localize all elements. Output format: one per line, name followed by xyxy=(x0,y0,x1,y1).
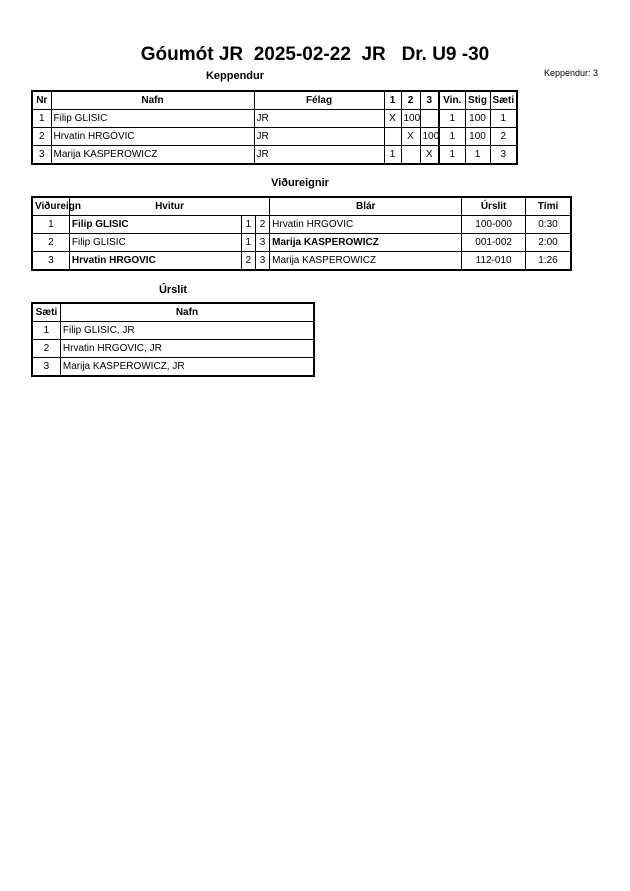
cell-vidureign: 1 xyxy=(32,216,69,234)
cell-urslit: 112-010 xyxy=(462,252,526,271)
cell-round-2: X xyxy=(401,128,420,146)
col-round-3: 3 xyxy=(420,91,439,110)
col-timi: Tími xyxy=(525,197,571,216)
cell-hvitur: Filip GLISIC xyxy=(69,234,241,252)
page-title: Góumót JR 2025-02-22 JR Dr. U9 -30 xyxy=(140,44,490,65)
cell-nafn: Marija KASPEROWICZ xyxy=(51,146,254,165)
cell-vin: 1 xyxy=(439,110,465,128)
cell-saeti: 3 xyxy=(490,146,517,165)
cell-timi: 2:00 xyxy=(525,234,571,252)
col-round-2: 2 xyxy=(401,91,420,110)
table-row xyxy=(32,110,517,128)
urslit-table xyxy=(31,302,315,377)
cell-timi: 1:26 xyxy=(525,252,571,271)
col-urslit: Úrslit xyxy=(462,197,526,216)
urslit-section-title: Úrslit xyxy=(158,284,188,296)
cell-hvitur: Hrvatin HRGOVIC xyxy=(69,252,241,271)
cell-stig: 100 xyxy=(465,110,490,128)
cell-urslit: 001-002 xyxy=(462,234,526,252)
cell-blar: Marija KASPEROWICZ xyxy=(270,252,462,271)
cell-saeti: 2 xyxy=(490,128,517,146)
cell-saeti: 1 xyxy=(490,110,517,128)
cell-nr: 2 xyxy=(32,128,51,146)
cell-hvitur-nr: 1 xyxy=(241,216,255,234)
cell-vin: 1 xyxy=(439,128,465,146)
col-nr: Nr xyxy=(32,91,51,110)
urslit-header-row xyxy=(32,303,314,322)
cell-nafn: Marija KASPEROWICZ, JR xyxy=(60,358,314,377)
cell-saeti: 2 xyxy=(32,340,60,358)
cell-nr: 1 xyxy=(32,110,51,128)
competitor-count: Keppendur: 3 xyxy=(543,68,598,78)
vidureignir-section-title: Viðureignir xyxy=(271,177,329,189)
cell-nafn: Hrvatin HRGOVIC, JR xyxy=(60,340,314,358)
keppendur-section-title: Keppendur xyxy=(205,70,265,82)
vidureignir-header-row xyxy=(32,197,571,216)
cell-round-1: 1 xyxy=(384,146,401,165)
cell-blar-nr: 3 xyxy=(255,252,269,271)
cell-round-3 xyxy=(420,110,439,128)
col-vin: Vin. xyxy=(439,91,465,110)
cell-round-2 xyxy=(401,146,420,165)
col-stig: Stig xyxy=(465,91,490,110)
keppendur-table xyxy=(31,90,518,165)
col-nafn: Nafn xyxy=(60,303,314,322)
vidureignir-table xyxy=(31,196,572,271)
cell-round-3: X xyxy=(420,146,439,165)
cell-stig: 1 xyxy=(465,146,490,165)
col-vidureign: Viðureign xyxy=(32,197,69,216)
cell-vidureign: 3 xyxy=(32,252,69,271)
col-hvitur: Hvitur xyxy=(69,197,269,216)
cell-round-2: 100 xyxy=(401,110,420,128)
cell-stig: 100 xyxy=(465,128,490,146)
table-row xyxy=(32,234,571,252)
keppendur-header-row xyxy=(32,91,517,110)
cell-hvitur-nr: 1 xyxy=(241,234,255,252)
cell-vin: 1 xyxy=(439,146,465,165)
cell-felag: JR xyxy=(254,146,384,165)
col-saeti: Sæti xyxy=(490,91,517,110)
cell-vidureign: 2 xyxy=(32,234,69,252)
cell-blar: Hrvatin HRGOVIC xyxy=(270,216,462,234)
cell-blar-nr: 2 xyxy=(255,216,269,234)
table-row xyxy=(32,146,517,165)
table-row xyxy=(32,340,314,358)
cell-felag: JR xyxy=(254,128,384,146)
cell-nafn: Filip GLISIC xyxy=(51,110,254,128)
cell-saeti: 1 xyxy=(32,322,60,340)
cell-blar: Marija KASPEROWICZ xyxy=(270,234,462,252)
cell-round-1 xyxy=(384,128,401,146)
cell-nr: 3 xyxy=(32,146,51,165)
cell-timi: 0:30 xyxy=(525,216,571,234)
col-saeti: Sæti xyxy=(32,303,60,322)
cell-hvitur-nr: 2 xyxy=(241,252,255,271)
cell-nafn: Filip GLISIC, JR xyxy=(60,322,314,340)
col-round-1: 1 xyxy=(384,91,401,110)
cell-nafn: Hrvatin HRGOVIC xyxy=(51,128,254,146)
table-row xyxy=(32,252,571,271)
table-row xyxy=(32,358,314,377)
cell-urslit: 100-000 xyxy=(462,216,526,234)
col-blar: Blár xyxy=(270,197,462,216)
cell-felag: JR xyxy=(254,110,384,128)
cell-round-1: X xyxy=(384,110,401,128)
cell-hvitur: Filip GLISIC xyxy=(69,216,241,234)
table-row xyxy=(32,216,571,234)
table-row xyxy=(32,322,314,340)
cell-blar-nr: 3 xyxy=(255,234,269,252)
cell-saeti: 3 xyxy=(32,358,60,377)
col-felag: Félag xyxy=(254,91,384,110)
table-row xyxy=(32,128,517,146)
cell-round-3: 100 xyxy=(420,128,439,146)
col-nafn: Nafn xyxy=(51,91,254,110)
